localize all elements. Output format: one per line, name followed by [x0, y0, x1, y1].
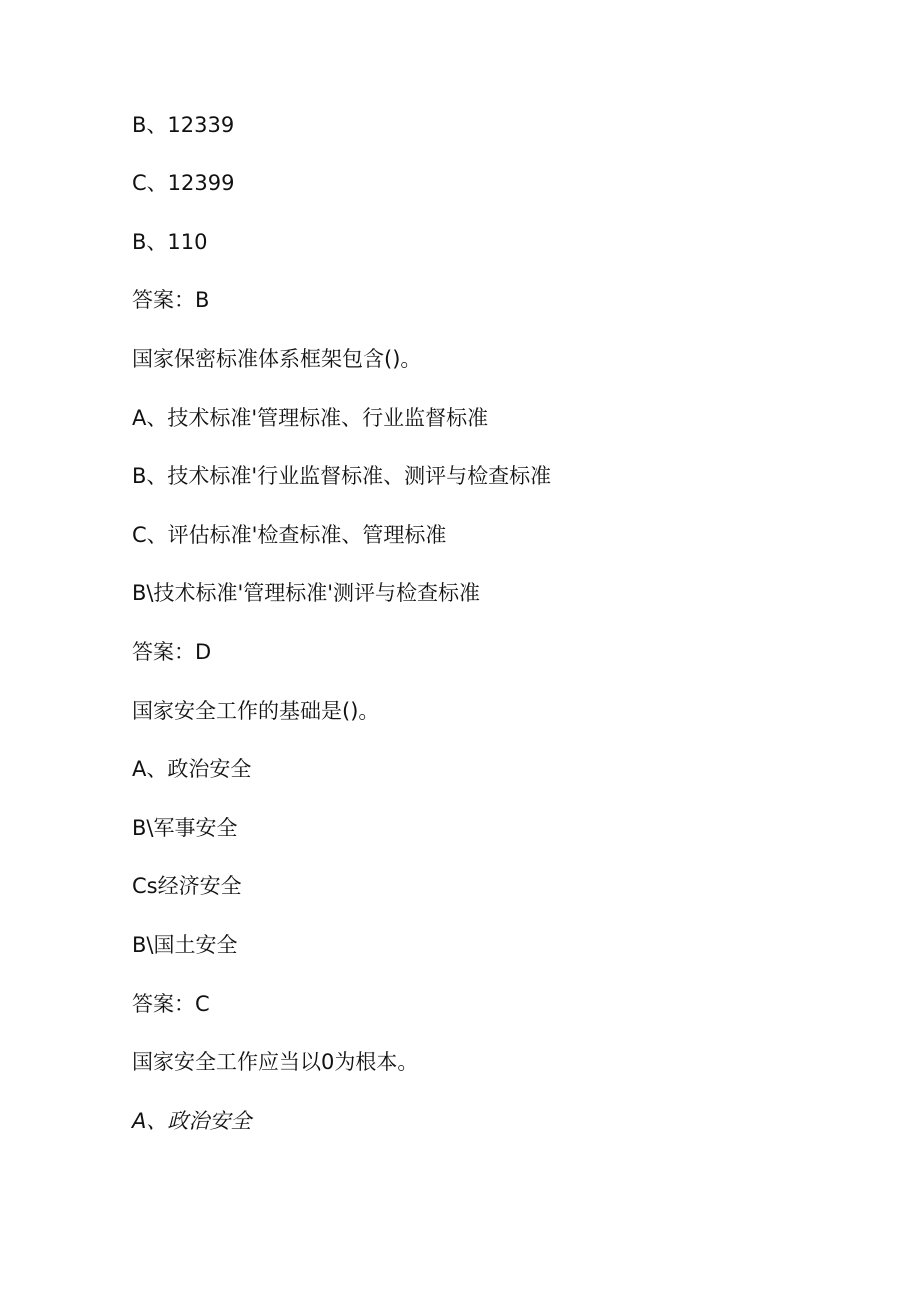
answer-line: 答案：C: [132, 992, 210, 1016]
answer-line: 答案：D: [132, 640, 212, 664]
option-line: B\军事安全: [132, 816, 238, 840]
option-line: B、技术标准'行业监督标准、测评与检查标准: [132, 464, 552, 488]
option-line: Cs经济安全: [132, 874, 242, 898]
option-line: C、评估标准'检查标准、管理标准: [132, 523, 447, 547]
option-line: A、政治安全: [132, 757, 252, 781]
answer-line: 答案：B: [132, 288, 210, 312]
option-line: B\国土安全: [132, 933, 238, 957]
option-line: B、110: [132, 230, 208, 254]
question-line: 国家保密标准体系框架包含()。: [132, 347, 422, 371]
question-line: 国家安全工作应当以0为根本。: [132, 1050, 419, 1074]
option-line: A、技术标准'管理标准、行业监督标准: [132, 406, 489, 430]
option-line: A、政治安全: [132, 1109, 252, 1133]
question-line: 国家安全工作的基础是()。: [132, 699, 380, 723]
option-line: B、12339: [132, 113, 235, 137]
option-line: B\技术标准'管理标准'测评与检查标准: [132, 581, 481, 605]
option-line: C、12399: [132, 171, 235, 195]
